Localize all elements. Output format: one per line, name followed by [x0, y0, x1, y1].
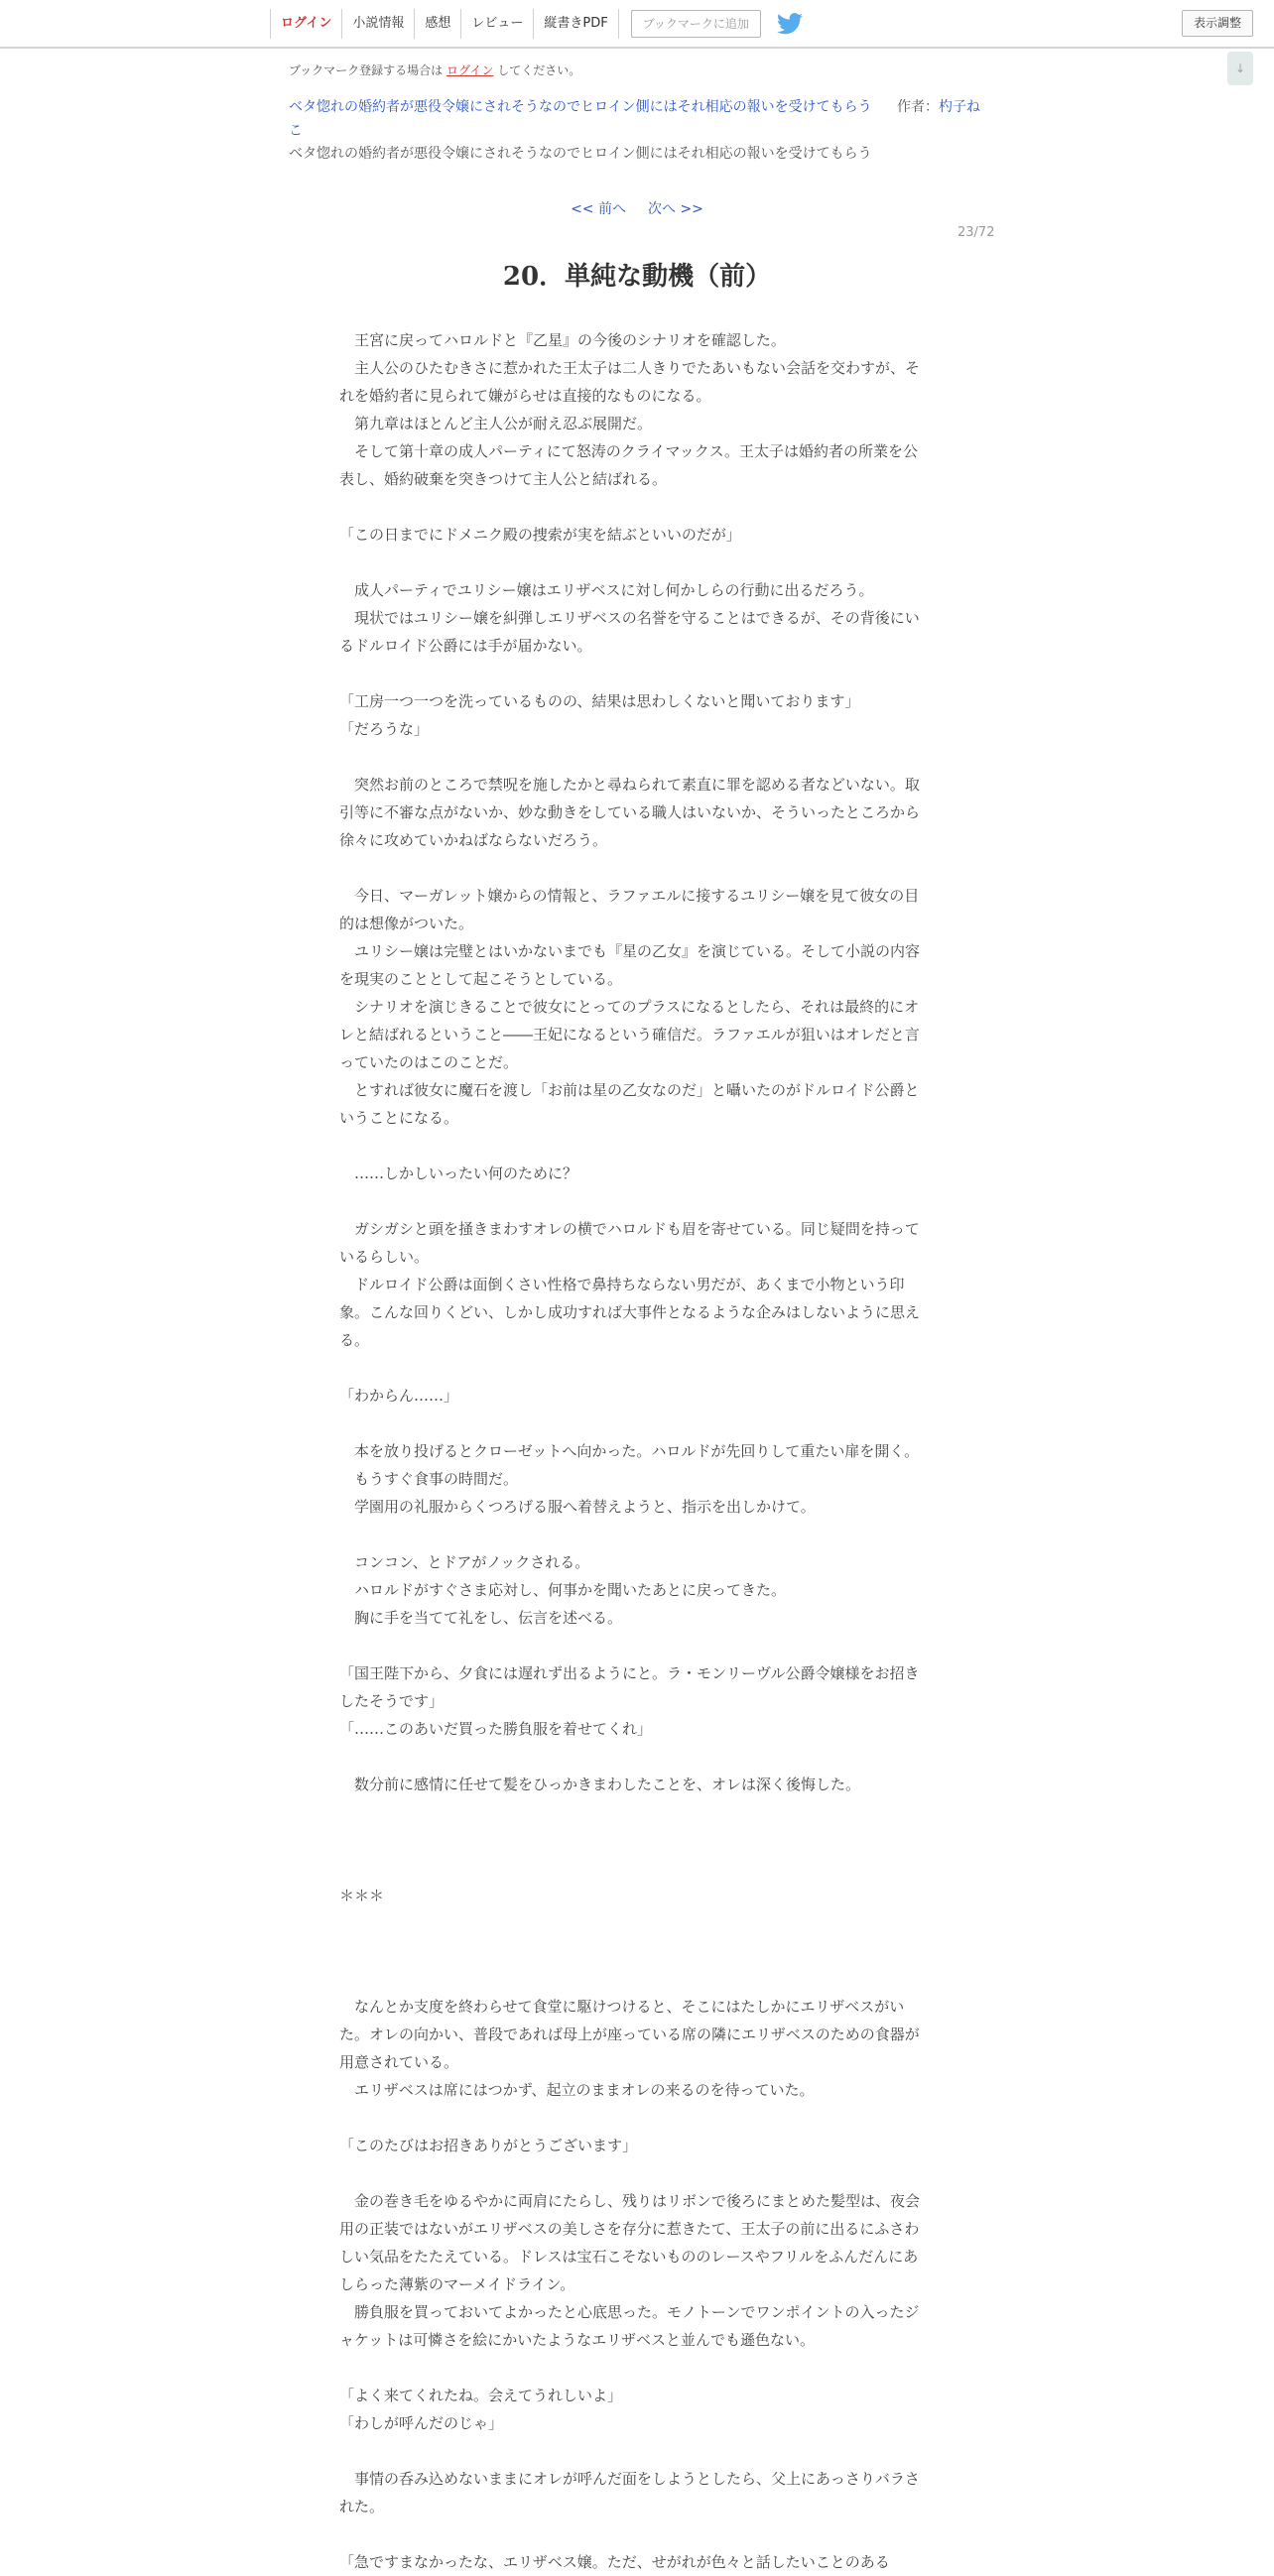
body-line: 「工房一つ一つを洗っているものの、結果は思わしくないと聞いております」: [339, 692, 860, 710]
body-line: [339, 1854, 931, 1882]
body-line: [339, 549, 931, 576]
body-line: シナリオを演じきることで彼女にとってのプラスになるとしたら、それは最終的にオレと結ばれるということ――王妃になるという確信だ。ラファエルが狙いはオレだと言っていたのはこのことだ。: [339, 998, 920, 1071]
body-line: コンコン、とドアがノックされる。: [339, 1553, 590, 1571]
body-line: 事情の呑み込めないままにオレが呼んだ面をしようとしたら、父上にあっさりバラされた。: [339, 2470, 920, 2515]
body-line: 学園用の礼服からくつろげる服へ着替えようと、指示を出しかけて。: [339, 1498, 816, 1516]
body-line: [339, 493, 931, 521]
body-line: [339, 1743, 931, 1771]
prev-chapter-link[interactable]: << 前へ: [571, 201, 626, 217]
body-line: ……しかしいったい何のために？: [339, 1165, 578, 1182]
body-line: 「よく来てくれたね。会えてうれしいよ」: [339, 2387, 623, 2404]
body-line: 「だろうな」: [339, 720, 430, 738]
body-line: 成人パーティでユリシー嬢はエリザベスに対し何かしらの行動に出るだろう。: [339, 581, 874, 599]
body-line: [339, 1132, 931, 1160]
main-nav: [270, 9, 803, 39]
chapter-pager: [0, 199, 1274, 219]
body-line: ハロルドがすぐさま応対し、何事かを聞いたあとに戻ってきた。: [339, 1581, 787, 1599]
display-settings-button[interactable]: 表示調整: [1182, 10, 1253, 37]
body-line: そして第十章の成人パーティにて怒涛のクライマックス。王太子は婚約者の所業を公表し、婚約破棄を突きつけて主人公と結ばれる。: [339, 442, 919, 488]
body-line: 「わしが呼んだのじゃ」: [339, 2414, 504, 2432]
series-title-link[interactable]: ベタ惚れの婚約者が悪役令嬢にされそうなのでヒロイン側にはそれ相応の報いを受けてもらう: [289, 99, 872, 115]
nav-vertical-pdf[interactable]: 縦書きPDF: [533, 9, 618, 39]
bookmark-login-notice: [289, 61, 580, 78]
body-line: [339, 2437, 931, 2465]
body-line: 王宮に戻ってハロルドと『乙星』の今後のシナリオを確認した。: [339, 331, 786, 349]
notice-text-before: ブックマーク登録する場合は: [289, 63, 444, 77]
body-line: [339, 743, 931, 771]
body-line: 「このたびはお招きありがとうございます」: [339, 2137, 638, 2154]
body-line: [339, 2104, 931, 2132]
body-line: [339, 660, 931, 687]
nav-impressions[interactable]: 感想: [414, 9, 460, 39]
body-line: エリザベスは席にはつかず、起立のままオレの来るのを待っていた。: [339, 2081, 815, 2099]
body-line: 「わからん……」: [339, 1387, 459, 1405]
body-line: ドルロイド公爵は面倒くさい性格で鼻持ちならない男だが、あくまで小物という印象。こんな回りくどい、しかし成功すれば大事件となるような企みはしないように思える。: [339, 1276, 921, 1349]
body-line: ＊＊＊: [339, 1887, 385, 1904]
author-info: [897, 95, 1006, 119]
nav-review[interactable]: レビュー: [460, 9, 533, 39]
body-line: 今日、マーガレット嬢からの情報と、ラファエルに接するユリシー嬢を見て彼女の目的は想像がついた。: [339, 887, 920, 932]
body-line: なんとか支度を終わらせて食堂に駆けつけると、そこにはたしかにエリザベスがいた。オレの向かい、普段であれば母上が座っている席の隣にエリザベスのための食器が用意されている。: [339, 1998, 920, 2071]
author-label: 作者：: [897, 99, 939, 115]
author-link-continued[interactable]: こ: [289, 123, 303, 139]
body-line: [339, 1354, 931, 1382]
body-line: 金の巻き毛をゆるやかに両肩にたらし、残りはリボンで後ろにまとめた髪型は、夜会用の正装ではないがエリザベスの美しさを存分に惹きたて、王太子の前に出るにふさわしい気品をたたえている。ドレスは宝石こそないもののレースやフリルをふんだんにあしらった薄紫のマーメイドライン。: [339, 2192, 921, 2293]
nav-novel-info[interactable]: 小説情報: [341, 9, 414, 39]
body-line: ガシガシと頭を掻きまわすオレの横でハロルドも眉を寄せている。同じ疑問を持っているらしい。: [339, 1220, 920, 1266]
body-line: [339, 1937, 931, 1965]
body-line: [339, 1187, 931, 1215]
chapter-counter: 23/72: [957, 225, 995, 240]
body-line: もうすぐ食事の時間だ。: [339, 1470, 519, 1488]
body-line: とすれば彼女に魔石を渡し「お前は星の乙女なのだ」と囁いたのがドルロイド公爵ということになる。: [339, 1081, 920, 1127]
novel-subtitle: ベタ惚れの婚約者が悪役令嬢にされそうなのでヒロイン側にはそれ相応の報いを受けてもらう: [289, 146, 872, 162]
next-chapter-link[interactable]: 次へ >>: [648, 201, 703, 217]
body-line: 現状ではユリシー嬢を糾弾しエリザベスの名誉を守ることはできるが、その背後にいるドルロイド公爵には手が届かない。: [339, 609, 920, 655]
body-line: [339, 1826, 931, 1854]
add-bookmark-button[interactable]: ブックマークに追加: [631, 10, 761, 38]
body-line: [339, 2354, 931, 2382]
body-line: [339, 1909, 931, 1937]
body-line: 「この日までにドメニク殿の捜索が実を結ぶといいのだが」: [339, 526, 741, 544]
body-line: ユリシー嬢は完璧とはいかないまでも『星の乙女』を演じている。そして小説の内容を現実のこととして起こそうとしている。: [339, 942, 921, 988]
chapter-body: [339, 326, 931, 2576]
body-line: 胸に手を当てて礼をし、伝言を述べる。: [339, 1609, 623, 1627]
body-line: 本を放り投げるとクローゼットへ向かった。ハロルドが先回りして重たい扉を開く。: [339, 1442, 920, 1460]
notice-login-link[interactable]: ログイン: [446, 63, 494, 77]
scroll-down-icon[interactable]: ↓: [1227, 52, 1253, 85]
nav-login[interactable]: ログイン: [270, 9, 341, 39]
body-line: [339, 1632, 931, 1659]
top-header: [0, 0, 1274, 49]
body-line: 突然お前のところで禁呪を施したかと尋ねられて素直に罪を認める者などいない。取引等に不審な点がないか、妙な動きをしている職人はいないか、そういったところから徐々に攻めていかねばならないだろう。: [339, 776, 921, 849]
body-line: 数分前に感情に任せて髪をひっかきまわしたことを、オレは深く後悔した。: [339, 1776, 861, 1793]
chapter-title: 20．単純な動機（前）: [502, 262, 772, 292]
author-link[interactable]: 杓子ね: [939, 99, 980, 115]
body-line: [339, 2159, 931, 2187]
body-line: [339, 854, 931, 882]
notice-text-after: してください。: [497, 63, 581, 77]
body-line: [339, 2520, 931, 2548]
body-line: 勝負服を買っておいてよかったと心底思った。モノトーンでワンポイントの入ったジャケットは可憐さを絵にかいたようなエリザベスと並んでも遜色ない。: [339, 2303, 920, 2349]
body-line: [339, 1410, 931, 1437]
body-line: 「急ですまなかったな、エリザベス嬢。ただ、せがれが色々と話したいことのある: [339, 2553, 890, 2571]
body-line: [339, 1965, 931, 1993]
body-line: 「国王陛下から、夕食には遅れず出るようにと。ラ・モンリーヴル公爵令嬢様をお招きしたそうです」: [339, 1664, 920, 1710]
body-line: 主人公のひたむきさに惹かれた王太子は二人きりでたあいもない会話を交わすが、それを婚約者に見られて嫌がらせは直接的なものになる。: [339, 359, 921, 405]
body-line: 第九章はほとんど主人公が耐え忍ぶ展開だ。: [339, 415, 653, 432]
body-line: [339, 1521, 931, 1548]
twitter-bird-icon[interactable]: [777, 13, 803, 35]
body-line: 「……このあいだ買った勝負服を着せてくれ」: [339, 1720, 653, 1738]
body-line: [339, 1798, 931, 1826]
